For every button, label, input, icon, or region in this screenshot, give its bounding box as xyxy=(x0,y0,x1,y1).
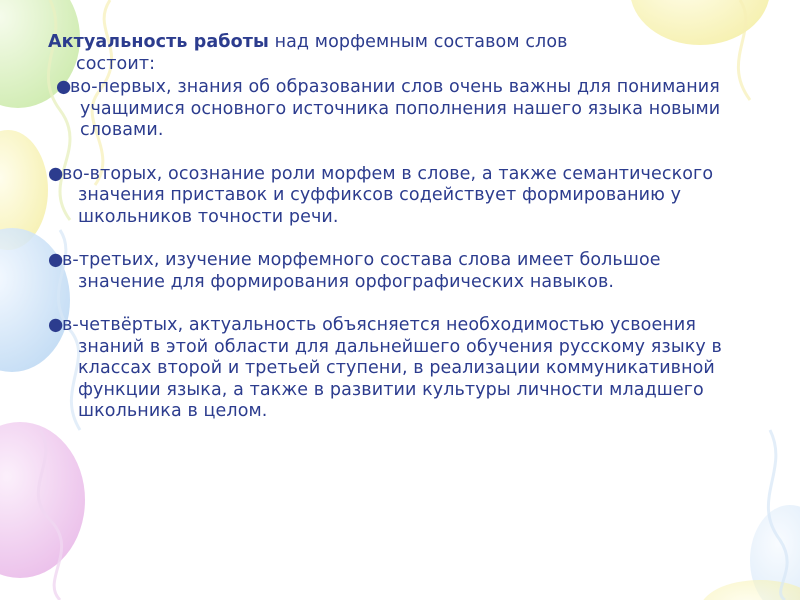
yellow-balloon-bottom-right-shape xyxy=(700,580,800,600)
list-item xyxy=(48,77,748,142)
bullet-icon: ● xyxy=(48,315,64,335)
list-item-text: во-первых, знания об образовании слов очень важны для понимания учащимися основного источника пополнения нашего языка новыми словами. xyxy=(70,77,721,140)
list-item-text: в-третьих, изучение морфемного состава слова имеет большое значение для формирования орфографических навыков. xyxy=(62,250,661,292)
intro-paragraph xyxy=(48,32,748,75)
list-item xyxy=(48,164,748,229)
list-item xyxy=(48,250,748,293)
bullet-icon: ● xyxy=(48,250,64,270)
intro-text-line1: над морфемным составом слов xyxy=(268,32,568,52)
list-item xyxy=(48,315,748,423)
intro-text-line2: состоит: xyxy=(76,53,156,74)
list-item-text: во-вторых, осознание роли морфем в слове, а также семантического значения приставок и суффиксов содействует формированию у школьников точности речи. xyxy=(62,163,714,227)
intro-bold-phrase: Актуальность работы xyxy=(48,32,269,52)
slide-content xyxy=(48,32,748,423)
bullet-icon: ● xyxy=(48,163,64,184)
bullet-icon: ● xyxy=(56,77,72,97)
pink-balloon-shape xyxy=(0,422,85,578)
list-item-text: в-четвёртых, актуальность объясняется необходимостью усвоения знаний в этой области для дальнейшего обучения русскому языку в классах второй и третьей ступени, в реализации коммуникативной функции языка, а также в развитии культуры личности младшего школьника в целом. xyxy=(62,315,722,421)
